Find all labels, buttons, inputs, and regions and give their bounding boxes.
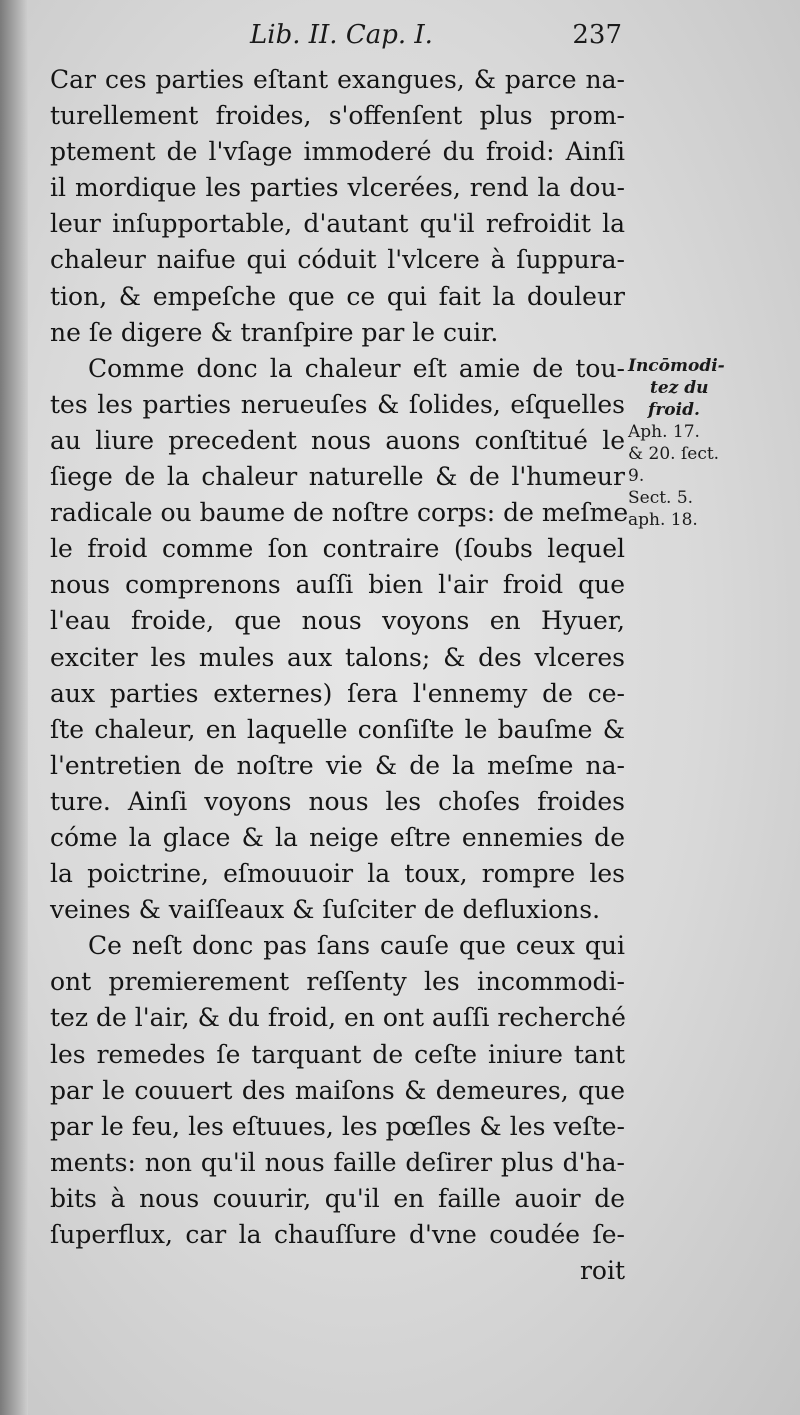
text-line: turellement froides, s'offenſent plus prom- bbox=[50, 101, 625, 131]
text-line: l'entretien de noſtre vie & de la meſme na- bbox=[50, 750, 625, 780]
text-line: ptement de l'vſage immoderé du froid: Ainſi bbox=[50, 137, 625, 167]
text-line: par le couuert des maiſons & demeures, que bbox=[50, 1075, 625, 1105]
page-header bbox=[250, 20, 630, 60]
text-line: ſiege de la chaleur naturelle & de l'humeur bbox=[50, 462, 625, 492]
text-line: par le feu, les eſtuues, les pœſles & les veſte- bbox=[50, 1111, 625, 1141]
margin-note: Incōmodi- bbox=[628, 356, 725, 376]
text-line: ſte chaleur, en laquelle conſiſte le bauſme & bbox=[50, 714, 625, 744]
margin-note: aph. 18. bbox=[628, 510, 698, 530]
text-line: ne ſe digere & tranſpire par le cuir. bbox=[50, 317, 499, 347]
text-line: ſuperflux, car la chauſſure d'vne coudée ſe- bbox=[50, 1220, 625, 1249]
text-line: bits à nous couurir, qu'il en faille auoir de bbox=[50, 1183, 625, 1213]
text-line: exciter les mules aux talons; & des vlceres bbox=[50, 642, 625, 672]
text-line: Ce neſt donc pas ſans cauſe que ceux qui bbox=[88, 931, 625, 961]
text-line: cóme la glace & la neige eſtre ennemies de bbox=[50, 822, 625, 852]
text-line: ments: non qu'il nous faille deſirer plus d'ha- bbox=[50, 1147, 625, 1177]
running-title: Lib. II. Cap. I. bbox=[250, 20, 433, 50]
text-line: tez de l'air, & du froid, en ont auſſi recherché bbox=[50, 1003, 626, 1033]
page-number: 237 bbox=[572, 20, 622, 50]
text-line: aux parties externes) ſera l'ennemy de ce- bbox=[50, 678, 625, 708]
text-line: ont premierement reſſenty les incommodi- bbox=[50, 967, 625, 997]
text-line: veines & vaiſſeaux & ſuſciter de defluxions. bbox=[50, 895, 601, 925]
text-line: au liure precedent nous auons conſtitué le bbox=[50, 425, 625, 455]
text-line: les remedes ſe tarquant de ceſte iniure tant bbox=[50, 1039, 625, 1069]
margin-note: Aph. 17. bbox=[628, 422, 700, 442]
text-line: tes les parties nerueuſes & ſolides, eſquelles bbox=[50, 389, 625, 419]
text-line: il mordique les parties vlcerées, rend la dou- bbox=[50, 173, 625, 203]
margin-note: & 20. ſect. bbox=[628, 444, 720, 464]
margin-note: tez du bbox=[650, 378, 709, 398]
text-line: Comme donc la chaleur eſt amie de tou- bbox=[88, 353, 625, 383]
margin-notes bbox=[628, 355, 788, 531]
text-line: l'eau froide, que nous voyons en Hyuer, bbox=[50, 606, 625, 636]
text-line: tion, & empeſche que ce qui fait la douleur bbox=[50, 281, 625, 311]
text-line: Car ces parties eſtant exangues, & parce na- bbox=[50, 65, 625, 94]
text-line: la poictrine, eſmouuoir la toux, rompre les bbox=[50, 859, 625, 889]
text-line: chaleur naifue qui códuit l'vlcere à ſuppura- bbox=[50, 245, 625, 275]
margin-note: Sect. 5. bbox=[628, 488, 694, 508]
text-line: leur inſupportable, d'autant qu'il refroidit la bbox=[50, 209, 625, 239]
text-line: le froid comme ſon contraire (ſoubs lequel bbox=[50, 534, 625, 564]
body-text bbox=[50, 62, 629, 1289]
text-line: ture. Ainſi voyons nous les choſes froides bbox=[50, 786, 625, 816]
text-line: nous comprenons auſſi bien l'air froid que bbox=[50, 570, 625, 600]
margin-note: froid. bbox=[648, 400, 700, 420]
text-line: radicale ou baume de noſtre corps: de meſme bbox=[50, 498, 629, 528]
margin-note: 9. bbox=[628, 466, 645, 486]
catchword: roit bbox=[579, 1256, 625, 1286]
page-gutter-shadow bbox=[0, 0, 28, 1415]
